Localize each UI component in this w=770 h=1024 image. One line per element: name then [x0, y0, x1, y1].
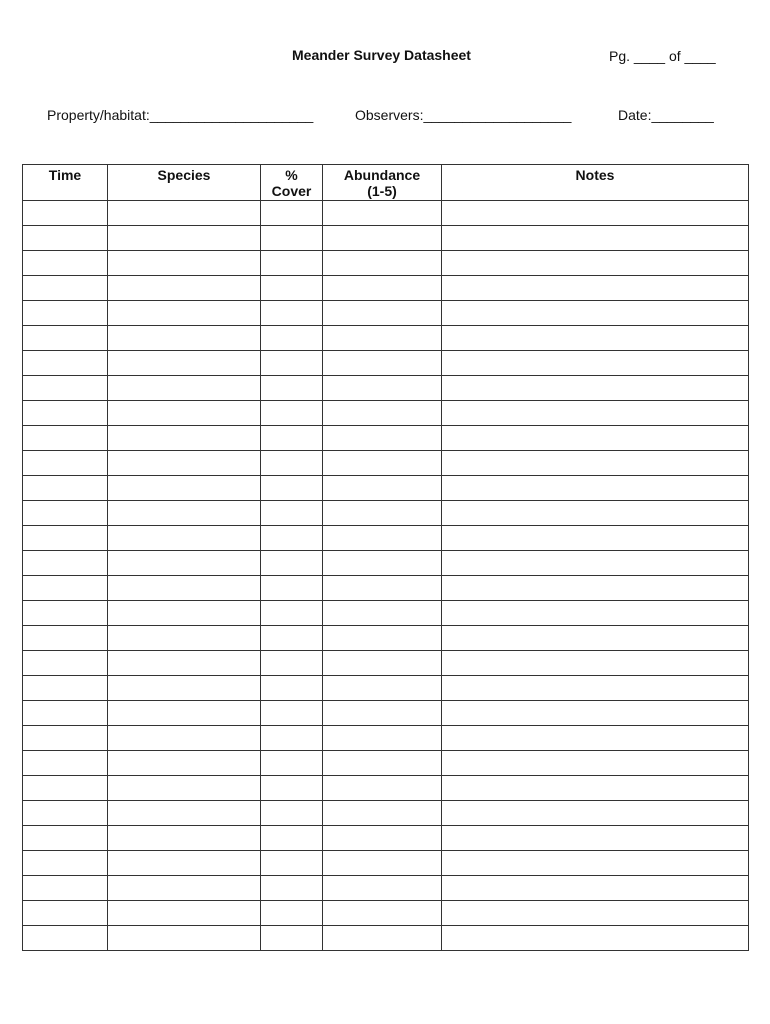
species-cell [108, 651, 261, 676]
species-cell [108, 476, 261, 501]
species-cell [108, 826, 261, 851]
time-cell [23, 776, 108, 801]
time-cell [23, 426, 108, 451]
time-cell [23, 201, 108, 226]
abundance-cell [323, 726, 442, 751]
notes-cell [442, 676, 749, 701]
cover-cell [261, 851, 323, 876]
table-row [23, 626, 749, 651]
notes-cell [442, 926, 749, 951]
species-cell [108, 676, 261, 701]
notes-cell [442, 526, 749, 551]
abundance-cell [323, 351, 442, 376]
column-header-notes [442, 165, 749, 201]
notes-cell [442, 401, 749, 426]
time-cell [23, 501, 108, 526]
cover-cell [261, 776, 323, 801]
notes-cell [442, 451, 749, 476]
abundance-cell [323, 426, 442, 451]
cover-cell [261, 726, 323, 751]
table-row [23, 726, 749, 751]
column-header-label: Species [157, 167, 211, 183]
abundance-cell [323, 401, 442, 426]
cover-cell [261, 326, 323, 351]
time-cell [23, 651, 108, 676]
notes-cell [442, 226, 749, 251]
table-row [23, 576, 749, 601]
species-cell [108, 326, 261, 351]
time-cell [23, 926, 108, 951]
notes-cell [442, 551, 749, 576]
abundance-cell [323, 501, 442, 526]
notes-cell [442, 601, 749, 626]
cover-cell [261, 376, 323, 401]
time-cell [23, 226, 108, 251]
time-cell [23, 276, 108, 301]
species-cell [108, 801, 261, 826]
abundance-cell [323, 826, 442, 851]
notes-cell [442, 251, 749, 276]
notes-cell [442, 651, 749, 676]
cover-cell [261, 501, 323, 526]
table-row [23, 751, 749, 776]
cover-cell [261, 901, 323, 926]
column-header-label: Abundance [343, 167, 421, 183]
species-cell [108, 276, 261, 301]
notes-cell [442, 776, 749, 801]
notes-cell [442, 476, 749, 501]
time-cell [23, 476, 108, 501]
table-row [23, 301, 749, 326]
notes-cell [442, 426, 749, 451]
abundance-cell [323, 201, 442, 226]
abundance-cell [323, 251, 442, 276]
cover-cell [261, 276, 323, 301]
species-cell [108, 751, 261, 776]
table-body [23, 201, 749, 951]
abundance-cell [323, 576, 442, 601]
species-cell [108, 726, 261, 751]
survey-table [22, 164, 749, 951]
species-cell [108, 201, 261, 226]
notes-cell [442, 376, 749, 401]
abundance-cell [323, 326, 442, 351]
abundance-cell [323, 901, 442, 926]
notes-cell [442, 826, 749, 851]
time-cell [23, 726, 108, 751]
column-header-abundance [323, 165, 442, 201]
table-row [23, 801, 749, 826]
time-cell [23, 251, 108, 276]
column-header-sublabel: Cover [271, 183, 312, 199]
table-row [23, 776, 749, 801]
species-cell [108, 701, 261, 726]
time-cell [23, 301, 108, 326]
cover-cell [261, 651, 323, 676]
time-cell [23, 351, 108, 376]
abundance-cell [323, 451, 442, 476]
notes-cell [442, 201, 749, 226]
species-cell [108, 601, 261, 626]
time-cell [23, 901, 108, 926]
species-cell [108, 876, 261, 901]
table-row [23, 376, 749, 401]
species-cell [108, 376, 261, 401]
table-row [23, 451, 749, 476]
cover-cell [261, 826, 323, 851]
notes-cell [442, 801, 749, 826]
time-cell [23, 876, 108, 901]
notes-cell [442, 901, 749, 926]
time-cell [23, 751, 108, 776]
column-header-time [23, 165, 108, 201]
abundance-cell [323, 926, 442, 951]
time-cell [23, 551, 108, 576]
table-row [23, 851, 749, 876]
abundance-cell [323, 876, 442, 901]
table-row [23, 401, 749, 426]
time-cell [23, 701, 108, 726]
species-cell [108, 576, 261, 601]
column-header-label: Notes [575, 167, 615, 183]
notes-cell [442, 351, 749, 376]
cover-cell [261, 226, 323, 251]
table-row [23, 501, 749, 526]
column-header-label: % [285, 167, 298, 183]
notes-cell [442, 851, 749, 876]
abundance-cell [323, 626, 442, 651]
time-cell [23, 451, 108, 476]
notes-cell [442, 501, 749, 526]
cover-cell [261, 251, 323, 276]
cover-cell [261, 926, 323, 951]
species-cell [108, 776, 261, 801]
time-cell [23, 526, 108, 551]
cover-cell [261, 801, 323, 826]
abundance-cell [323, 776, 442, 801]
table-row [23, 701, 749, 726]
table-row [23, 826, 749, 851]
time-cell [23, 851, 108, 876]
table-row [23, 326, 749, 351]
abundance-cell [323, 601, 442, 626]
table-row [23, 901, 749, 926]
time-cell [23, 626, 108, 651]
species-cell [108, 426, 261, 451]
notes-cell [442, 276, 749, 301]
abundance-cell [323, 476, 442, 501]
table-row [23, 201, 749, 226]
notes-cell [442, 326, 749, 351]
table-row [23, 601, 749, 626]
cover-cell [261, 401, 323, 426]
cover-cell [261, 526, 323, 551]
table-row [23, 276, 749, 301]
cover-cell [261, 451, 323, 476]
abundance-cell [323, 276, 442, 301]
abundance-cell [323, 526, 442, 551]
cover-cell [261, 601, 323, 626]
table-header-row [23, 165, 749, 201]
table-row [23, 651, 749, 676]
abundance-cell [323, 301, 442, 326]
table-row [23, 926, 749, 951]
column-header-cover [261, 165, 323, 201]
page-indicator: Pg. ____ of ____ [609, 48, 716, 64]
time-cell [23, 801, 108, 826]
table-row [23, 551, 749, 576]
column-header-label: Time [48, 167, 82, 183]
species-cell [108, 851, 261, 876]
cover-cell [261, 476, 323, 501]
time-cell [23, 601, 108, 626]
cover-cell [261, 301, 323, 326]
table-row [23, 226, 749, 251]
species-cell [108, 926, 261, 951]
table-row [23, 476, 749, 501]
notes-cell [442, 701, 749, 726]
cover-cell [261, 351, 323, 376]
abundance-cell [323, 551, 442, 576]
table-row [23, 876, 749, 901]
abundance-cell [323, 851, 442, 876]
cover-cell [261, 426, 323, 451]
abundance-cell [323, 701, 442, 726]
abundance-cell [323, 226, 442, 251]
abundance-cell [323, 376, 442, 401]
cover-cell [261, 576, 323, 601]
column-header-species [108, 165, 261, 201]
species-cell [108, 501, 261, 526]
abundance-cell [323, 676, 442, 701]
abundance-cell [323, 801, 442, 826]
species-cell [108, 251, 261, 276]
column-header-sublabel: (1-5) [367, 183, 397, 199]
table-row [23, 676, 749, 701]
cover-cell [261, 876, 323, 901]
abundance-cell [323, 751, 442, 776]
species-cell [108, 626, 261, 651]
notes-cell [442, 626, 749, 651]
notes-cell [442, 726, 749, 751]
time-cell [23, 676, 108, 701]
notes-cell [442, 301, 749, 326]
species-cell [108, 226, 261, 251]
species-cell [108, 526, 261, 551]
time-cell [23, 576, 108, 601]
time-cell [23, 401, 108, 426]
table-row [23, 526, 749, 551]
cover-cell [261, 701, 323, 726]
table-row [23, 426, 749, 451]
species-cell [108, 451, 261, 476]
species-cell [108, 901, 261, 926]
property-habitat-field: Property/habitat:_____________________ [47, 107, 314, 123]
date-field: Date:________ [618, 107, 714, 123]
cover-cell [261, 201, 323, 226]
species-cell [108, 351, 261, 376]
datasheet-title: Meander Survey Datasheet [292, 47, 471, 63]
time-cell [23, 326, 108, 351]
notes-cell [442, 576, 749, 601]
species-cell [108, 551, 261, 576]
cover-cell [261, 751, 323, 776]
observers-field: Observers:___________________ [355, 107, 572, 123]
species-cell [108, 401, 261, 426]
notes-cell [442, 751, 749, 776]
table-row [23, 251, 749, 276]
abundance-cell [323, 651, 442, 676]
notes-cell [442, 876, 749, 901]
species-cell [108, 301, 261, 326]
table-row [23, 351, 749, 376]
time-cell [23, 376, 108, 401]
time-cell [23, 826, 108, 851]
cover-cell [261, 551, 323, 576]
cover-cell [261, 626, 323, 651]
cover-cell [261, 676, 323, 701]
